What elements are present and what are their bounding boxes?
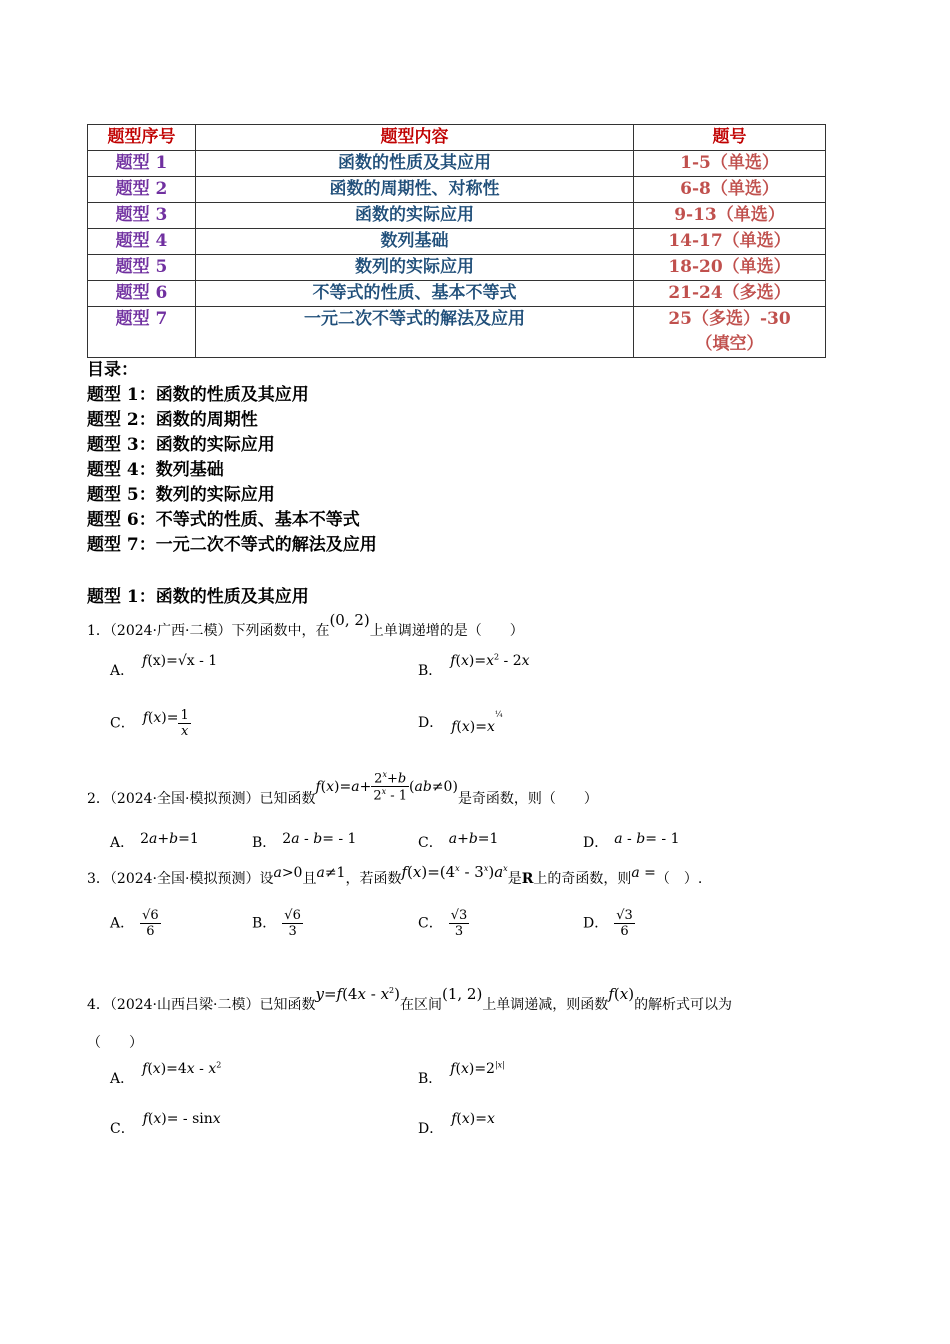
question-tail: 是奇函数，则（ ） xyxy=(457,790,598,807)
option-label: C． xyxy=(110,1121,135,1137)
q2-option-d xyxy=(583,832,679,852)
toc-item: 题型 6：不等式的性质、基本不等式 xyxy=(87,510,360,530)
formula: a≠1 xyxy=(316,865,346,881)
table-row xyxy=(88,255,826,281)
option-label: C． xyxy=(110,715,135,732)
number-cell: 18-20（单选） xyxy=(634,255,826,281)
formula: $f(x)=4x - x^2$ xyxy=(142,1060,222,1077)
section-title: 题型 1：函数的性质及其应用 xyxy=(87,587,309,607)
type-cell: 题型 2 xyxy=(88,177,196,203)
option-label: C． xyxy=(418,835,443,851)
option-label: C． xyxy=(418,915,443,932)
option-label: D． xyxy=(583,835,609,851)
q2-option-c xyxy=(418,832,498,852)
formula: (x)=√x - 1 xyxy=(147,653,218,669)
question-source: （2024·山西吕梁·二模）已知函数 xyxy=(109,997,316,1013)
table-row xyxy=(88,151,826,177)
option-label: D． xyxy=(418,715,444,731)
q2-option-a xyxy=(110,832,199,852)
fraction: $\frac{1}{x}$ xyxy=(180,708,189,739)
formula: $f(x)=x^{\frac{1}{4}}$ xyxy=(451,710,503,735)
formula: (ab≠0) xyxy=(409,778,458,795)
option-label: B． xyxy=(418,663,443,679)
content-cell: 数列的实际应用 xyxy=(196,255,634,281)
question-text: 是 xyxy=(507,871,522,887)
formula: $f(x)=(4^x - 3^x)a^x$ xyxy=(401,863,508,881)
q4-option-b xyxy=(418,1060,505,1088)
type-cell: 题型 5 xyxy=(88,255,196,281)
interval: (0, 2) xyxy=(329,611,370,629)
content-cell: 数列基础 xyxy=(196,229,634,255)
q4-option-a xyxy=(110,1060,222,1088)
toc-item: 题型 1：函数的性质及其应用 xyxy=(87,385,309,405)
q3-option-c xyxy=(418,908,469,939)
formula: a>0 xyxy=(273,865,303,881)
toc-item: 题型 7：一元二次不等式的解法及应用 xyxy=(87,535,377,555)
fraction: $\frac{√3}{6}$ xyxy=(616,908,633,939)
formula: f(x)=x xyxy=(451,1111,495,1127)
formula: f(x)=a+ xyxy=(315,778,372,795)
header-cell: 题号 xyxy=(634,125,826,151)
toc-item: 题型 5：数列的实际应用 xyxy=(87,485,275,505)
question-4 xyxy=(87,985,733,1014)
toc-title: 目录： xyxy=(87,360,138,380)
formula: $y=f(4x - x^2)$ xyxy=(315,985,400,1003)
content-cell: 函数的周期性、对称性 xyxy=(196,177,634,203)
table-header-row xyxy=(88,125,826,151)
header-cell: 题型内容 xyxy=(196,125,634,151)
q1-option-a xyxy=(110,653,218,680)
question-text: 上单调递减，则函数 xyxy=(482,997,609,1013)
q1-option-d xyxy=(418,710,503,735)
type-cell: 题型 1 xyxy=(88,151,196,177)
question-text: 的解析式可以为 xyxy=(634,997,733,1013)
question-text: ，若函数 xyxy=(345,871,402,887)
option-label: A． xyxy=(110,1071,135,1087)
formula: f(x) xyxy=(608,985,635,1003)
q1-option-b xyxy=(418,652,530,680)
question-source: （2024·全国·模拟预测）已知函数 xyxy=(109,790,316,807)
content-cell: 不等式的性质、基本不等式 xyxy=(196,281,634,307)
formula: f(x)= xyxy=(142,709,179,726)
table-row xyxy=(88,229,826,255)
real-set-symbol: R xyxy=(521,871,534,887)
option-label: B． xyxy=(252,915,277,932)
option-label: B． xyxy=(252,835,277,851)
interval: (1, 2) xyxy=(441,985,483,1003)
content-cell: 函数的性质及其应用 xyxy=(196,151,634,177)
question-tail: （ ）. xyxy=(655,871,703,887)
question-text: 在区间 xyxy=(399,997,442,1013)
formula: 2a - b= - 1 xyxy=(282,831,357,847)
question-tail: 上单调递增的是（ ） xyxy=(369,623,524,639)
q3-option-a xyxy=(110,908,161,939)
question-type-table xyxy=(87,124,826,358)
question-text: 且 xyxy=(302,871,317,887)
formula: 2a+b=1 xyxy=(140,831,199,847)
q3-option-d xyxy=(583,908,635,939)
formula: f xyxy=(142,653,148,669)
q4-option-d xyxy=(418,1111,495,1138)
question-3 xyxy=(87,863,703,888)
content-cell: 一元二次不等式的解法及应用 xyxy=(196,307,634,358)
toc-item: 题型 3：函数的实际应用 xyxy=(87,435,275,455)
option-label: B． xyxy=(418,1071,443,1087)
question-number: 2． xyxy=(87,790,110,807)
question-1 xyxy=(87,611,524,640)
type-cell: 题型 3 xyxy=(88,203,196,229)
number-cell: 21-24（多选） xyxy=(634,281,826,307)
table-row xyxy=(88,307,826,358)
table-row xyxy=(88,177,826,203)
number-cell: 14-17（单选） xyxy=(634,229,826,255)
type-cell: 题型 7 xyxy=(88,307,196,358)
toc-item: 题型 4：数列基础 xyxy=(87,460,224,480)
question-number: 4． xyxy=(87,997,110,1013)
number-cell: 9-13（单选） xyxy=(634,203,826,229)
question-2 xyxy=(87,770,598,807)
option-label: D． xyxy=(583,915,609,932)
fraction: $\frac{√6}{6}$ xyxy=(142,908,159,939)
content-cell: 函数的实际应用 xyxy=(196,203,634,229)
fraction: $\frac{2^x+b}{2^x - 1}$ xyxy=(373,770,408,804)
option-label: D． xyxy=(418,1121,444,1137)
q4-option-c xyxy=(110,1111,221,1138)
formula: a - b= - 1 xyxy=(614,831,680,847)
question-source: （2024·广西·二模）下列函数中，在 xyxy=(109,623,330,639)
table-of-contents xyxy=(87,358,377,558)
table-row xyxy=(88,281,826,307)
q2-option-b xyxy=(252,832,356,852)
option-label: A． xyxy=(110,915,135,932)
question-source: （2024·全国·模拟预测）设 xyxy=(109,871,274,887)
formula: f(x)= - sinx xyxy=(142,1111,221,1127)
question-text: 上的奇函数，则 xyxy=(533,871,632,887)
type-cell: 题型 4 xyxy=(88,229,196,255)
formula: $f(x)=2^{|x|}$ xyxy=(450,1060,505,1077)
table-row xyxy=(88,203,826,229)
fraction: $\frac{√6}{3}$ xyxy=(284,908,301,939)
header-cell: 题型序号 xyxy=(88,125,196,151)
toc-item: 题型 2：函数的周期性 xyxy=(87,410,258,430)
q1-option-c xyxy=(110,708,191,739)
fraction: $\frac{√3}{3}$ xyxy=(450,908,468,939)
q3-option-b xyxy=(252,908,303,939)
formula: a = xyxy=(631,865,656,881)
question-number: 3． xyxy=(87,871,110,887)
formula: a+b=1 xyxy=(448,831,499,847)
number-cell: 1-5（单选） xyxy=(634,151,826,177)
question-4-paren: （ ） xyxy=(87,1035,143,1051)
option-label: A． xyxy=(110,835,135,851)
option-label: A． xyxy=(110,663,135,679)
formula: $f(x)=x^2 - 2x$ xyxy=(450,652,530,669)
number-cell: 6-8（单选） xyxy=(634,177,826,203)
number-cell: 25（多选）-30（填空） xyxy=(634,307,826,358)
question-number: 1． xyxy=(87,623,110,639)
type-cell: 题型 6 xyxy=(88,281,196,307)
